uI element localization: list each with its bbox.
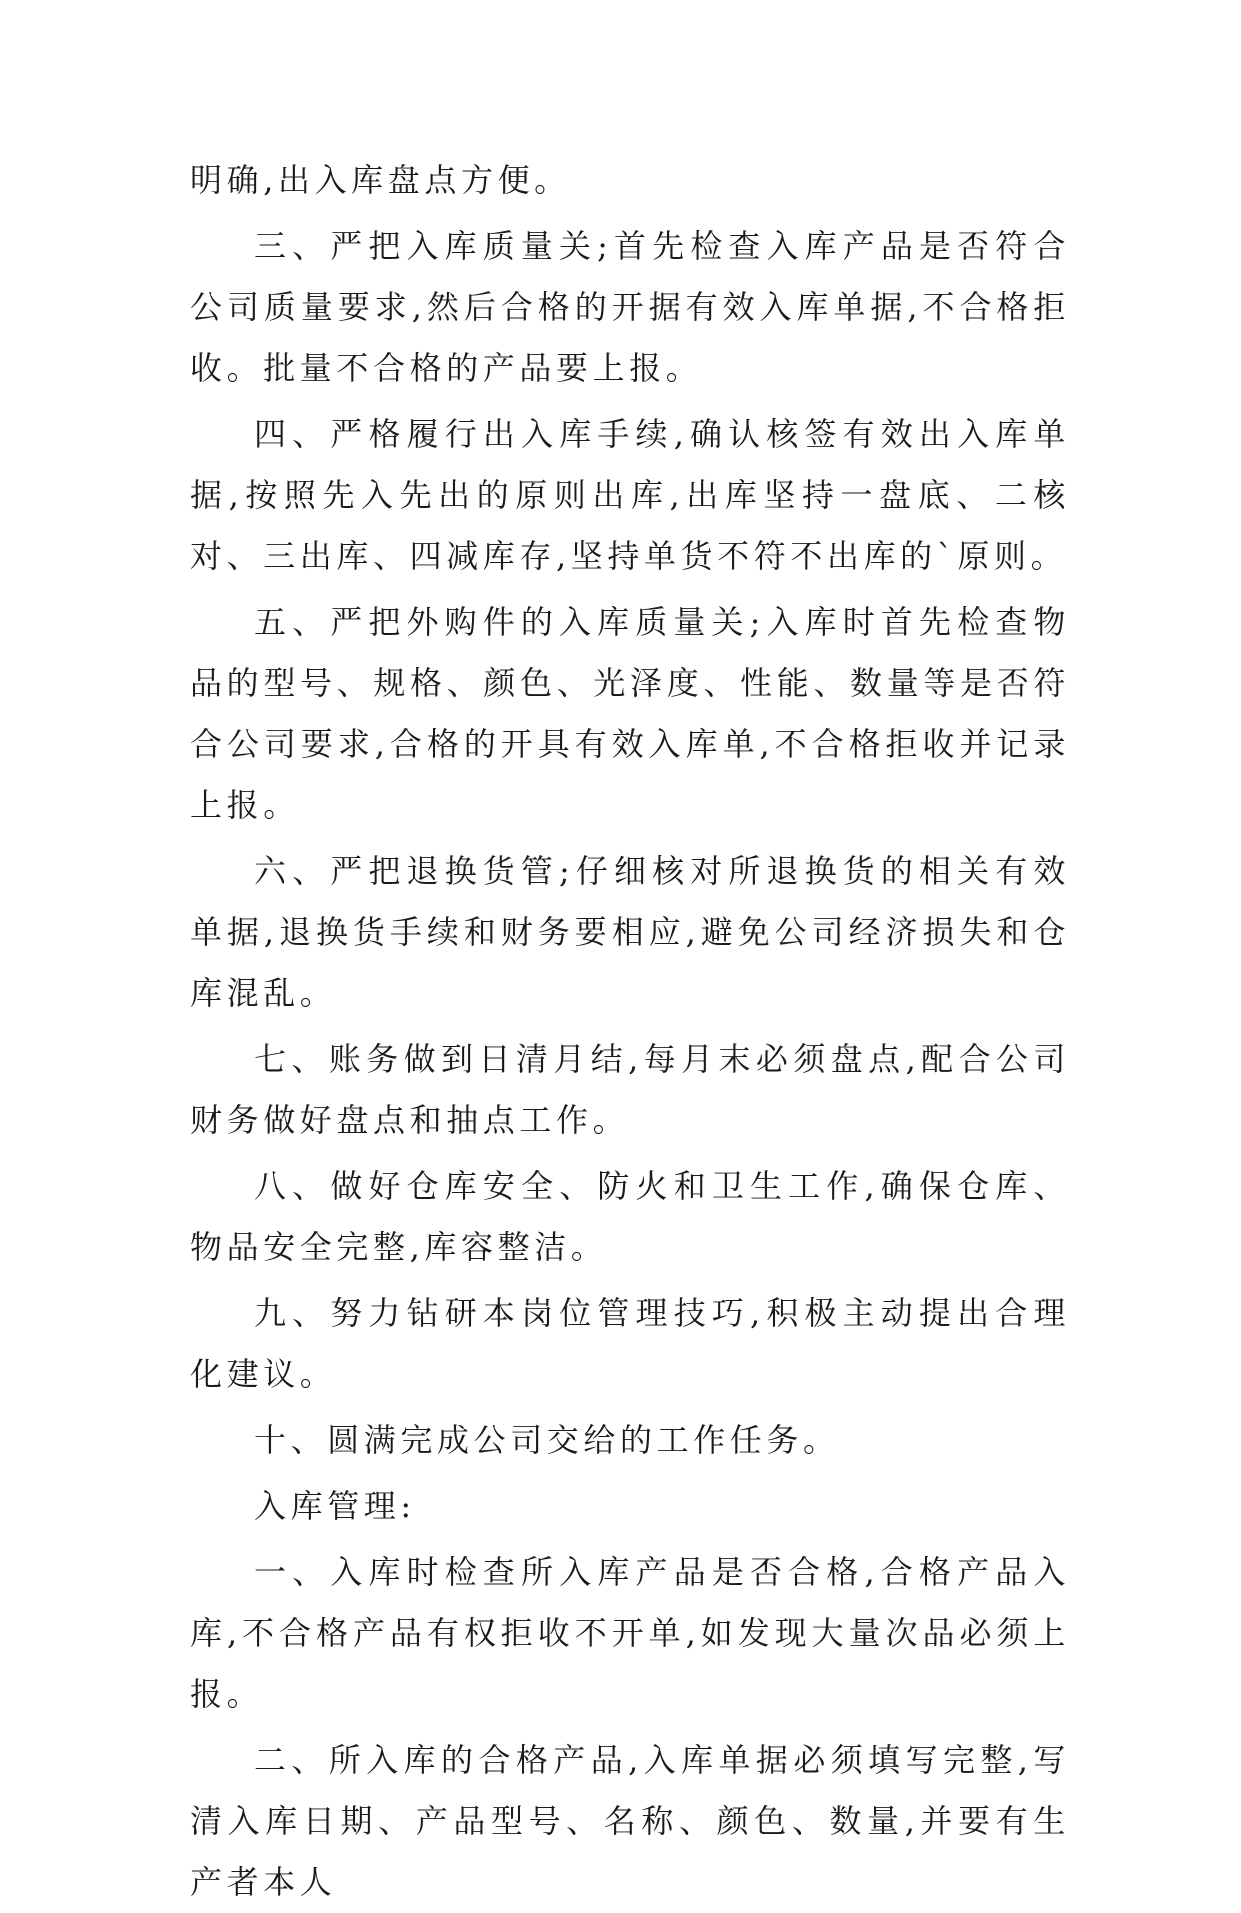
section-heading-inbound: 入库管理: — [254, 1487, 416, 1525]
paragraph-item-3: 三、严把入库质量关;首先检查入库产品是否符合公司质量要求,然后合格的开据有效入库单据,不合格拒收。批量不合格的产品要上报。 — [190, 227, 1070, 387]
paragraph-item-4: 四、严格履行出入库手续,确认核签有效出入库单据,按照先入先出的原则出库,出库坚持一盘底、二核对、三出库、四减库存,坚持单货不符不出库的`原则。 — [190, 415, 1070, 575]
paragraph-inbound-1: 一、入库时检查所入库产品是否合格,合格产品入库,不合格产品有权拒收不开单,如发现大量次品必须上报。 — [190, 1553, 1070, 1713]
paragraph-item-9: 九、努力钻研本岗位管理技巧,积极主动提出合理化建议。 — [190, 1294, 1070, 1393]
paragraph-inbound-2: 二、所入库的合格产品,入库单据必须填写完整,写清入库日期、产品型号、名称、颜色、数量,并要有生产者本人 — [190, 1741, 1070, 1901]
paragraph-item-6: 六、严把退换货管;仔细核对所退换货的相关有效单据,退换货手续和财务要相应,避免公司经济损失和仓库混乱。 — [190, 852, 1070, 1012]
paragraph-item-10: 十、圆满完成公司交给的工作任务。 — [254, 1421, 840, 1459]
paragraph-continuation: 明确,出入库盘点方便。 — [190, 161, 571, 199]
document-body — [190, 150, 1070, 1913]
paragraph-item-8: 八、做好仓库安全、防火和卫生工作,确保仓库、物品安全完整,库容整洁。 — [190, 1167, 1070, 1266]
paragraph-item-5: 五、严把外购件的入库质量关;入库时首先检查物品的型号、规格、颜色、光泽度、性能、数量等是否符合公司要求,合格的开具有效入库单,不合格拒收并记录上报。 — [190, 603, 1070, 824]
paragraph-item-7: 七、账务做到日清月结,每月末必须盘点,配合公司财务做好盘点和抽点工作。 — [190, 1040, 1070, 1139]
